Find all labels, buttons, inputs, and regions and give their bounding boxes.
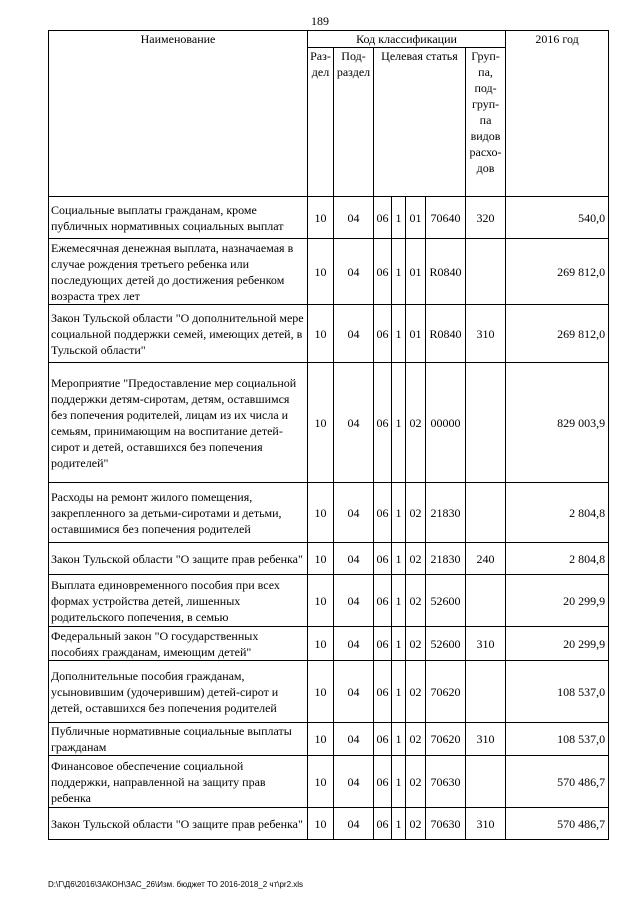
row-target-direction: 21830 bbox=[426, 483, 466, 543]
row-name: Ежемесячная денежная выплата, назначаемая в случае рождения третьего ребенка или последующих детей до достижения ребенком возраста трех лет bbox=[49, 239, 308, 305]
row-amount: 570 486,7 bbox=[506, 756, 609, 808]
table-row bbox=[49, 305, 609, 363]
row-razdel: 10 bbox=[308, 239, 334, 305]
header-razdel: Раз- дел bbox=[308, 48, 334, 197]
row-name: Выплата единовременного пособия при всех формах устройства детей, лишенных родительского попечения, в семью bbox=[49, 575, 308, 627]
table-row bbox=[49, 543, 609, 575]
row-target-subprogram: 1 bbox=[392, 543, 406, 575]
row-podrazdel: 04 bbox=[334, 305, 374, 363]
row-group: 310 bbox=[466, 723, 506, 756]
row-target-event: 01 bbox=[406, 197, 426, 239]
row-target-subprogram: 1 bbox=[392, 756, 406, 808]
row-name: Расходы на ремонт жилого помещения, закрепленного за детьми-сиротами и детьми, оставшимися без попечения родителей bbox=[49, 483, 308, 543]
header-year: 2016 год bbox=[506, 31, 609, 197]
table-row bbox=[49, 756, 609, 808]
table-row bbox=[49, 661, 609, 723]
row-group bbox=[466, 575, 506, 627]
row-target-program: 06 bbox=[374, 627, 392, 661]
table-row bbox=[49, 363, 609, 483]
table-row bbox=[49, 197, 609, 239]
row-target-program: 06 bbox=[374, 543, 392, 575]
row-group bbox=[466, 363, 506, 483]
row-target-event: 02 bbox=[406, 627, 426, 661]
row-razdel: 10 bbox=[308, 197, 334, 239]
row-target-subprogram: 1 bbox=[392, 627, 406, 661]
row-podrazdel: 04 bbox=[334, 661, 374, 723]
row-razdel: 10 bbox=[308, 363, 334, 483]
row-target-subprogram: 1 bbox=[392, 363, 406, 483]
row-target-program: 06 bbox=[374, 239, 392, 305]
row-group: 310 bbox=[466, 808, 506, 840]
row-target-direction: 52600 bbox=[426, 627, 466, 661]
row-target-event: 02 bbox=[406, 808, 426, 840]
table-row bbox=[49, 575, 609, 627]
header-podrazdel: Под- раздел bbox=[334, 48, 374, 197]
row-target-direction: 70640 bbox=[426, 197, 466, 239]
row-target-subprogram: 1 bbox=[392, 197, 406, 239]
table-row bbox=[49, 723, 609, 756]
header-name: Наименование bbox=[49, 31, 308, 197]
row-target-program: 06 bbox=[374, 575, 392, 627]
row-target-event: 02 bbox=[406, 363, 426, 483]
row-group bbox=[466, 239, 506, 305]
row-razdel: 10 bbox=[308, 808, 334, 840]
row-razdel: 10 bbox=[308, 483, 334, 543]
row-name: Публичные нормативные социальные выплаты гражданам bbox=[49, 723, 308, 756]
row-name: Дополнительные пособия гражданам, усыновившим (удочерившим) детей-сирот и детей, оставшихся без попечения родителей bbox=[49, 661, 308, 723]
row-amount: 570 486,7 bbox=[506, 808, 609, 840]
row-target-direction: 70630 bbox=[426, 756, 466, 808]
row-target-subprogram: 1 bbox=[392, 483, 406, 543]
row-target-direction: R0840 bbox=[426, 239, 466, 305]
row-amount: 829 003,9 bbox=[506, 363, 609, 483]
row-target-direction: 00000 bbox=[426, 363, 466, 483]
row-amount: 20 299,9 bbox=[506, 575, 609, 627]
page-number: 189 bbox=[311, 14, 329, 28]
row-razdel: 10 bbox=[308, 723, 334, 756]
row-name: Социальные выплаты гражданам, кроме публичных нормативных социальных выплат bbox=[49, 197, 308, 239]
row-podrazdel: 04 bbox=[334, 239, 374, 305]
budget-table bbox=[48, 30, 609, 840]
row-target-subprogram: 1 bbox=[392, 808, 406, 840]
row-podrazdel: 04 bbox=[334, 808, 374, 840]
row-podrazdel: 04 bbox=[334, 575, 374, 627]
row-target-subprogram: 1 bbox=[392, 575, 406, 627]
row-podrazdel: 04 bbox=[334, 627, 374, 661]
row-name: Федеральный закон "О государственных пособиях гражданам, имеющим детей" bbox=[49, 627, 308, 661]
row-razdel: 10 bbox=[308, 543, 334, 575]
row-target-direction: 70620 bbox=[426, 723, 466, 756]
row-razdel: 10 bbox=[308, 575, 334, 627]
row-amount: 2 804,8 bbox=[506, 543, 609, 575]
table-row bbox=[49, 239, 609, 305]
row-podrazdel: 04 bbox=[334, 197, 374, 239]
table-row bbox=[49, 808, 609, 840]
row-target-subprogram: 1 bbox=[392, 723, 406, 756]
header-target: Целевая статья bbox=[374, 48, 466, 197]
row-target-program: 06 bbox=[374, 808, 392, 840]
row-target-event: 01 bbox=[406, 239, 426, 305]
row-podrazdel: 04 bbox=[334, 363, 374, 483]
row-target-event: 01 bbox=[406, 305, 426, 363]
header-classification: Код классификации bbox=[308, 31, 506, 48]
row-target-event: 02 bbox=[406, 723, 426, 756]
table-row bbox=[49, 627, 609, 661]
row-target-event: 02 bbox=[406, 543, 426, 575]
row-target-direction: 70630 bbox=[426, 808, 466, 840]
row-podrazdel: 04 bbox=[334, 543, 374, 575]
row-amount: 269 812,0 bbox=[506, 305, 609, 363]
row-target-subprogram: 1 bbox=[392, 661, 406, 723]
row-target-direction: R0840 bbox=[426, 305, 466, 363]
row-name: Мероприятие "Предоставление мер социальной поддержки детям-сиротам, детям, оставшимся без попечения родителей, лицам из их числа и семьям, принимающим на воспитание детей-сирот и детей, оставшихся без попечения родителей" bbox=[49, 363, 308, 483]
row-group bbox=[466, 661, 506, 723]
row-amount: 20 299,9 bbox=[506, 627, 609, 661]
table-row bbox=[49, 483, 609, 543]
row-podrazdel: 04 bbox=[334, 723, 374, 756]
row-group bbox=[466, 756, 506, 808]
row-amount: 2 804,8 bbox=[506, 483, 609, 543]
row-target-event: 02 bbox=[406, 661, 426, 723]
row-name: Закон Тульской области "О защите прав ребенка" bbox=[49, 808, 308, 840]
row-amount: 108 537,0 bbox=[506, 661, 609, 723]
row-target-program: 06 bbox=[374, 197, 392, 239]
row-group: 240 bbox=[466, 543, 506, 575]
row-group: 320 bbox=[466, 197, 506, 239]
row-amount: 269 812,0 bbox=[506, 239, 609, 305]
row-target-direction: 52600 bbox=[426, 575, 466, 627]
row-target-direction: 21830 bbox=[426, 543, 466, 575]
row-target-program: 06 bbox=[374, 363, 392, 483]
row-group: 310 bbox=[466, 627, 506, 661]
row-target-program: 06 bbox=[374, 723, 392, 756]
row-name: Финансовое обеспечение социальной поддержки, направленной на защиту прав ребенка bbox=[49, 756, 308, 808]
row-target-subprogram: 1 bbox=[392, 239, 406, 305]
row-podrazdel: 04 bbox=[334, 756, 374, 808]
row-razdel: 10 bbox=[308, 627, 334, 661]
row-target-program: 06 bbox=[374, 661, 392, 723]
row-amount: 108 537,0 bbox=[506, 723, 609, 756]
row-group bbox=[466, 483, 506, 543]
row-target-program: 06 bbox=[374, 305, 392, 363]
table-body bbox=[49, 197, 609, 840]
row-razdel: 10 bbox=[308, 756, 334, 808]
row-razdel: 10 bbox=[308, 661, 334, 723]
row-target-event: 02 bbox=[406, 575, 426, 627]
row-name: Закон Тульской области "О защите прав ребенка" bbox=[49, 543, 308, 575]
row-target-direction: 70620 bbox=[426, 661, 466, 723]
row-group: 310 bbox=[466, 305, 506, 363]
row-amount: 540,0 bbox=[506, 197, 609, 239]
row-target-subprogram: 1 bbox=[392, 305, 406, 363]
file-path-footer: D:\Г\Д6\2016\ЗАКОН\ЗАС_26\Изм. бюджет ТО 2016-2018_2 чт\pr2.xls bbox=[48, 880, 304, 889]
row-target-event: 02 bbox=[406, 483, 426, 543]
row-target-program: 06 bbox=[374, 756, 392, 808]
row-podrazdel: 04 bbox=[334, 483, 374, 543]
row-target-event: 02 bbox=[406, 756, 426, 808]
row-razdel: 10 bbox=[308, 305, 334, 363]
row-target-program: 06 bbox=[374, 483, 392, 543]
header-group: Груп- па, под- груп- па видов расхо- дов bbox=[466, 48, 506, 197]
row-name: Закон Тульской области "О дополнительной мере социальной поддержки семей, имеющих детей, в Тульской области" bbox=[49, 305, 308, 363]
